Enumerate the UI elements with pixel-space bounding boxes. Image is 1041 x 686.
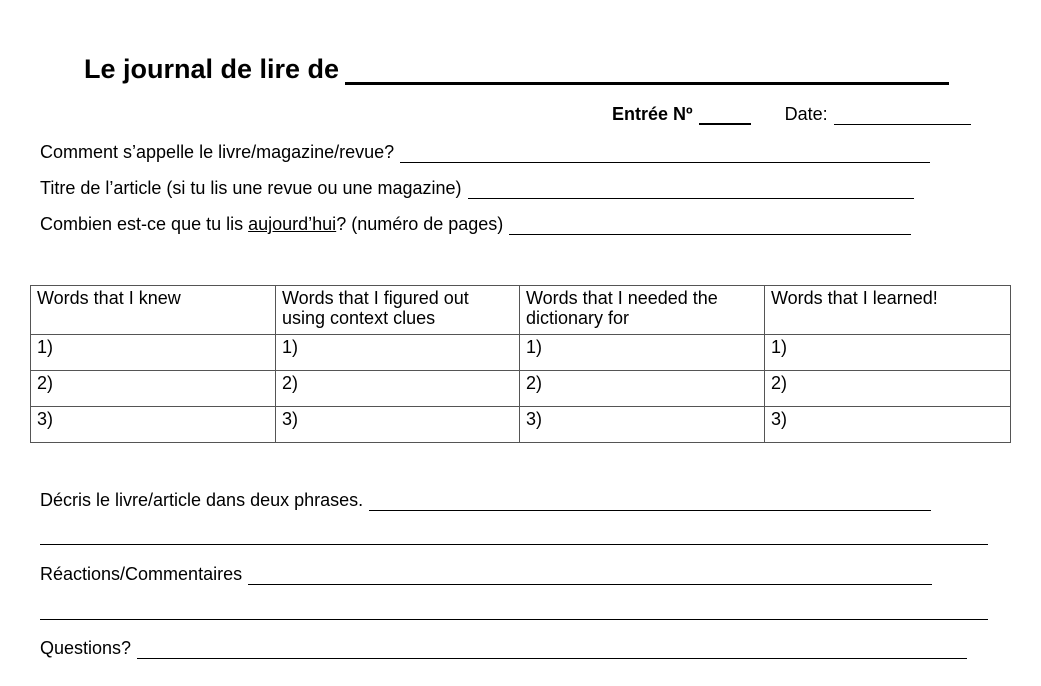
reactions-blank-line-2[interactable] <box>40 619 988 620</box>
journal-title <box>84 54 949 85</box>
entry-number-blank[interactable] <box>699 107 751 125</box>
article-title-blank[interactable] <box>468 182 914 199</box>
today-underlined: aujourd’hui <box>248 214 337 234</box>
book-name-question <box>40 142 930 163</box>
journal-title-label: Le journal de lire de <box>84 54 340 84</box>
table-row <box>31 371 1011 407</box>
table-cell[interactable]: 1) <box>276 335 520 371</box>
questions-label: Questions? <box>40 638 132 658</box>
table-cell[interactable]: 3) <box>765 407 1011 443</box>
date-label: Date: <box>784 104 828 124</box>
book-name-blank[interactable] <box>400 146 930 163</box>
name-blank-line[interactable] <box>345 60 949 85</box>
pages-read-question <box>40 214 911 235</box>
questions-prompt <box>40 638 967 659</box>
vocabulary-table <box>30 285 1011 443</box>
reactions-label: Réactions/Commentaires <box>40 564 243 584</box>
describe-blank[interactable] <box>369 494 931 511</box>
table-row <box>31 407 1011 443</box>
header-words-knew: Words that I knew <box>31 286 276 335</box>
table-cell[interactable]: 1) <box>520 335 765 371</box>
table-cell[interactable]: 3) <box>520 407 765 443</box>
table-cell[interactable]: 2) <box>31 371 276 407</box>
article-title-question <box>40 178 914 199</box>
table-cell[interactable]: 2) <box>765 371 1011 407</box>
entry-number-label: Entrée Nº <box>612 104 693 124</box>
date-blank[interactable] <box>834 108 971 125</box>
pages-read-label: Combien est-ce que tu lis aujourd’hui? (numéro de pages) <box>40 214 504 234</box>
header-words-learned: Words that I learned! <box>765 286 1011 335</box>
table-cell[interactable]: 3) <box>31 407 276 443</box>
table-cell[interactable]: 2) <box>276 371 520 407</box>
describe-blank-line-2[interactable] <box>40 544 988 545</box>
table-cell[interactable]: 3) <box>276 407 520 443</box>
describe-question <box>40 490 931 511</box>
table-cell[interactable]: 1) <box>31 335 276 371</box>
article-title-label: Titre de l’article (si tu lis une revue ou une magazine) <box>40 178 462 198</box>
header-words-dictionary: Words that I needed the dictionary for <box>520 286 765 335</box>
entry-date-row <box>612 104 971 125</box>
table-cell[interactable]: 2) <box>520 371 765 407</box>
book-name-label: Comment s’appelle le livre/magazine/revue? <box>40 142 395 162</box>
describe-label: Décris le livre/article dans deux phrases. <box>40 490 364 510</box>
reactions-blank[interactable] <box>248 568 932 585</box>
header-words-context: Words that I figured out using context clues <box>276 286 520 335</box>
pages-read-blank[interactable] <box>509 218 911 235</box>
reactions-question <box>40 564 932 585</box>
table-header-row <box>31 286 1011 335</box>
table-cell[interactable]: 1) <box>765 335 1011 371</box>
table-row <box>31 335 1011 371</box>
questions-blank[interactable] <box>137 642 967 659</box>
